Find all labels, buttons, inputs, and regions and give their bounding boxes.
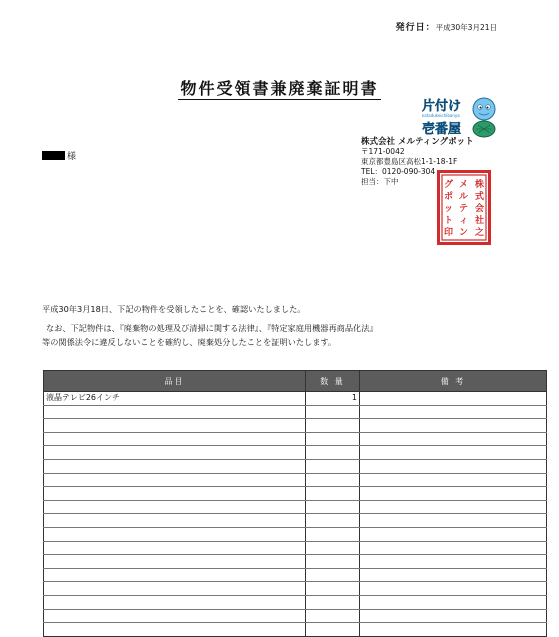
cell-item	[44, 595, 306, 609]
table-row	[44, 432, 547, 446]
items-table	[43, 370, 547, 637]
redacted-name	[42, 151, 65, 160]
table-row	[44, 609, 547, 623]
cell-remarks	[360, 609, 547, 623]
table-row	[44, 623, 547, 637]
table-row	[44, 473, 547, 487]
table-row	[44, 527, 547, 541]
table-row	[44, 446, 547, 460]
cell-item	[44, 500, 306, 514]
cell-remarks	[360, 432, 547, 446]
cell-remarks	[360, 446, 547, 460]
table-row	[44, 541, 547, 555]
cell-remarks	[360, 555, 547, 569]
cell-qty	[306, 568, 360, 582]
cell-qty	[306, 487, 360, 501]
svg-text:株: 株	[475, 180, 485, 190]
cell-qty	[306, 432, 360, 446]
cell-remarks	[360, 487, 547, 501]
cell-item	[44, 487, 306, 501]
mascot-icon	[473, 98, 495, 137]
header-quantity: 数 量	[306, 371, 360, 392]
cell-remarks	[360, 582, 547, 596]
header-item: 品目	[44, 371, 306, 392]
company-logo	[420, 95, 498, 139]
table-row	[44, 392, 547, 406]
cell-item	[44, 541, 306, 555]
table-row	[44, 500, 547, 514]
cell-qty	[306, 595, 360, 609]
cell-item	[44, 419, 306, 433]
cell-remarks	[360, 392, 547, 406]
svg-text:式: 式	[475, 192, 485, 202]
cell-item	[44, 405, 306, 419]
table-row	[44, 405, 547, 419]
cell-item	[44, 459, 306, 473]
cell-qty	[306, 514, 360, 528]
cell-qty	[306, 527, 360, 541]
company-postal: 〒171-0042	[361, 147, 405, 156]
company-address: 東京都豊島区高松1-1-18-1F	[361, 157, 458, 166]
table-row	[44, 595, 547, 609]
svg-text:印: 印	[444, 228, 454, 238]
cell-item	[44, 473, 306, 487]
svg-text:テ: テ	[459, 204, 469, 214]
cell-remarks	[360, 405, 547, 419]
cell-qty	[306, 459, 360, 473]
cell-qty	[306, 419, 360, 433]
cell-remarks	[360, 473, 547, 487]
svg-text:ポ: ポ	[444, 192, 454, 202]
svg-text:之: 之	[475, 228, 485, 238]
table-row	[44, 555, 547, 569]
cell-item	[44, 609, 306, 623]
table-row	[44, 487, 547, 501]
logo-romaji: katadukeichibanya	[422, 113, 460, 118]
table-row	[44, 514, 547, 528]
logo-line2: 壱番屋	[422, 122, 462, 137]
table-header-row	[44, 371, 547, 392]
logo-line1: 片付け	[422, 99, 462, 114]
cell-qty	[306, 473, 360, 487]
cell-qty	[306, 623, 360, 637]
cell-qty	[306, 609, 360, 623]
cell-qty	[306, 500, 360, 514]
cell-qty	[306, 555, 360, 569]
svg-text:ト: ト	[444, 216, 454, 226]
recipient-suffix: 様	[67, 152, 77, 162]
cell-remarks	[360, 527, 547, 541]
company-seal	[437, 170, 491, 245]
body-line-3: 等の関係法令に違反しないことを確約し、廃棄処分したことを証明いたします。	[42, 337, 337, 347]
table-row	[44, 568, 547, 582]
cell-item	[44, 568, 306, 582]
cell-qty: 1	[306, 392, 360, 406]
recipient	[42, 149, 76, 162]
cell-item	[44, 555, 306, 569]
body-line-1: 平成30年3月18日、下記の物件を受領したことを、確認いたしました。	[42, 304, 306, 314]
svg-text:グ: グ	[444, 180, 454, 190]
cell-remarks	[360, 514, 547, 528]
cell-item	[44, 446, 306, 460]
table-row	[44, 419, 547, 433]
table-row	[44, 459, 547, 473]
cell-remarks	[360, 541, 547, 555]
table-row	[44, 582, 547, 596]
cell-remarks	[360, 500, 547, 514]
cell-remarks	[360, 419, 547, 433]
svg-text:メ: メ	[459, 180, 469, 190]
company-tel: TEL：0120-090-304	[361, 167, 436, 176]
svg-text:ル: ル	[459, 192, 469, 202]
svg-text:ィ: ィ	[459, 216, 469, 226]
company-name: 株式会社 メルティングポット	[361, 137, 474, 147]
cell-remarks	[360, 595, 547, 609]
company-person: 担当：下中	[361, 177, 399, 186]
cell-item: 液晶テレビ26インチ	[44, 392, 306, 406]
cell-qty	[306, 541, 360, 555]
svg-text:会: 会	[475, 204, 485, 214]
cell-item	[44, 514, 306, 528]
cell-item	[44, 582, 306, 596]
cell-item	[44, 527, 306, 541]
svg-text:ッ: ッ	[444, 204, 454, 214]
issue-date-label: 発行日：	[395, 23, 436, 33]
cell-remarks	[360, 459, 547, 473]
cell-qty	[306, 405, 360, 419]
body-line-2: なお、下記物件は、『廃棄物の処理及び清掃に関する法律』、『特定家庭用機器再商品化法』	[46, 323, 378, 333]
issue-date-value: 平成30年3月21日	[435, 23, 497, 32]
svg-text:社: 社	[475, 216, 485, 226]
issue-date	[396, 20, 497, 33]
cell-item	[44, 623, 306, 637]
cell-item	[44, 432, 306, 446]
cell-remarks	[360, 568, 547, 582]
svg-text:ン: ン	[459, 228, 469, 238]
document-title-text: 物件受領書兼廃棄証明書	[180, 79, 379, 98]
cell-remarks	[360, 623, 547, 637]
header-remarks: 備 考	[360, 371, 547, 392]
cell-qty	[306, 582, 360, 596]
cell-qty	[306, 446, 360, 460]
